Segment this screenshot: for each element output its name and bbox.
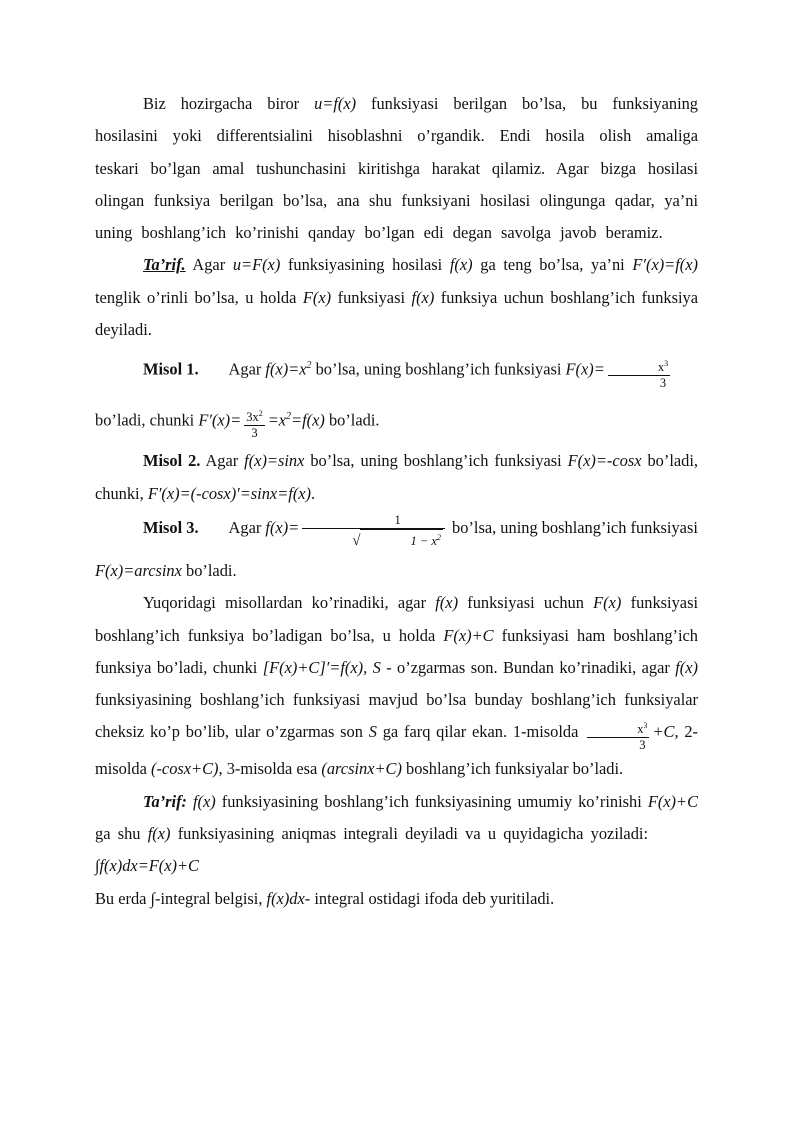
definition-2-paragraph: Ta’rif: f(x) funksiyasining boshlang’ich funksiyasining umumiy ko’rinishi F(x)+C ga shu f(x) funksiyasining aniqmas integrali deyiladi va u quyidagicha yoziladi:∫f(x)dx=F(x)+C xyxy=(95,791,699,876)
definition-2-label: Ta’rif: xyxy=(143,791,188,811)
example-1-paragraph: Misol 1. Agar $f(x)=x^2$ bo’lsa, uning boshlang’ich funksiyasi F(x)= $\frac{x^3}{3}$ xyxy=(95,350,698,390)
fraction-3x2-over-3: $\frac{3x^2}{3}$ xyxy=(244,406,265,441)
example-2-paragraph: Misol 2. Agar f(x)=sinx bo’lsa, uning boshlang’ich funksiyasi F(x)=-cosx bo’ladi, chunki, F′(x)=(-cosx)′=sinx=f(x). xyxy=(95,451,699,503)
explanation-paragraph: Yuqoridagi misollardan ko’rinadiki, agar f(x) funksiyasi uchun F(x) funksiyasi boshlang’ich funksiya bo’ladigan bo’lsa, u holda F(x)+C funksiyasi ham boshlang’ich funksiya bo’ladi, chunki [F(x)+C]′=f(x), S - o’zgarmas son. Bundan ko’rinadiki, agar f(x) funksiyasining boshlang’ich funksiyasi mavjud bo’lsa bunday boshlang’ich funksiyalar cheksiz ko’p bo’lib, ular o’zgarmas son S ga farq qilar ekan. 1-misolda $\frac{x^3}{3}$ +C, 2-misolda (-cosx+C), 3-misolda esa (arcsinx+C) boshlang’ich funksiyalar bo’ladi. xyxy=(95,593,699,779)
example-3-label: Misol 3. xyxy=(143,517,199,537)
integral-formula: ∫f(x)dx=F(x)+C xyxy=(95,856,199,876)
fraction-one-over-sqrt: $\frac{1}{√ 1 - x^2}$ xyxy=(302,513,445,549)
sqrt-icon: √ xyxy=(352,532,361,549)
closing-paragraph: Bu erda ∫-integral belgisi, f(x)dx- integral ostidagi ifoda deb yuritiladi. xyxy=(95,888,555,908)
example-1-continuation: bo’ladi, chunki F′(x)= $\frac{3x^2}{3}$ $=x^2=f(x)$ bo’ladi. xyxy=(95,401,698,441)
fraction-x3-over-3: $\frac{x^3}{3}$ xyxy=(608,356,670,391)
definition-1-paragraph: Ta’rif. Agar u=F(x) funksiyasining hosilasi f(x) ga teng bo’lsa, ya’ni F′(x)=f(x) tenglik o’rinli bo’lsa, u holda F(x) funksiyasi f(x) funksiya uchun boshlang’ich funksiya deyiladi. xyxy=(95,255,698,340)
example-3-continuation: F(x)=arcsinx bo’ladi. xyxy=(95,560,237,580)
document-page xyxy=(95,88,698,915)
definition-label: Ta’rif. xyxy=(143,255,186,275)
fraction-x3-over-3-b: $\frac{x^3}{3}$ xyxy=(587,718,649,753)
example-1-label: Misol 1. xyxy=(143,359,199,379)
intro-paragraph: Biz hozirgacha biror u=f(x) funksiyasi berilgan bo’lsa, bu funksiyaning hosilasini yoki differentsialini hisoblashni o’rgandik. Endi hosila olish amaliga teskari bo’lgan amal tushunchasini kiritishga harakat qilamiz. Agar bizga hosilasi olingan funksiya berilgan bo’lsa, ana shu funksiyani hosilasi olingunga qadar, ya’ni uning boshlang’ich ko’rinishi qanday bo’lgan edi degan savolga javob beramiz. xyxy=(95,94,699,243)
example-3-paragraph: Misol 3. Agar f(x)= $\frac{1}{√ 1 - x^2}$ bo’lsa, uning boshlang’ich funksiyasi xyxy=(143,512,698,549)
example-2-label: Misol 2. xyxy=(143,451,201,471)
